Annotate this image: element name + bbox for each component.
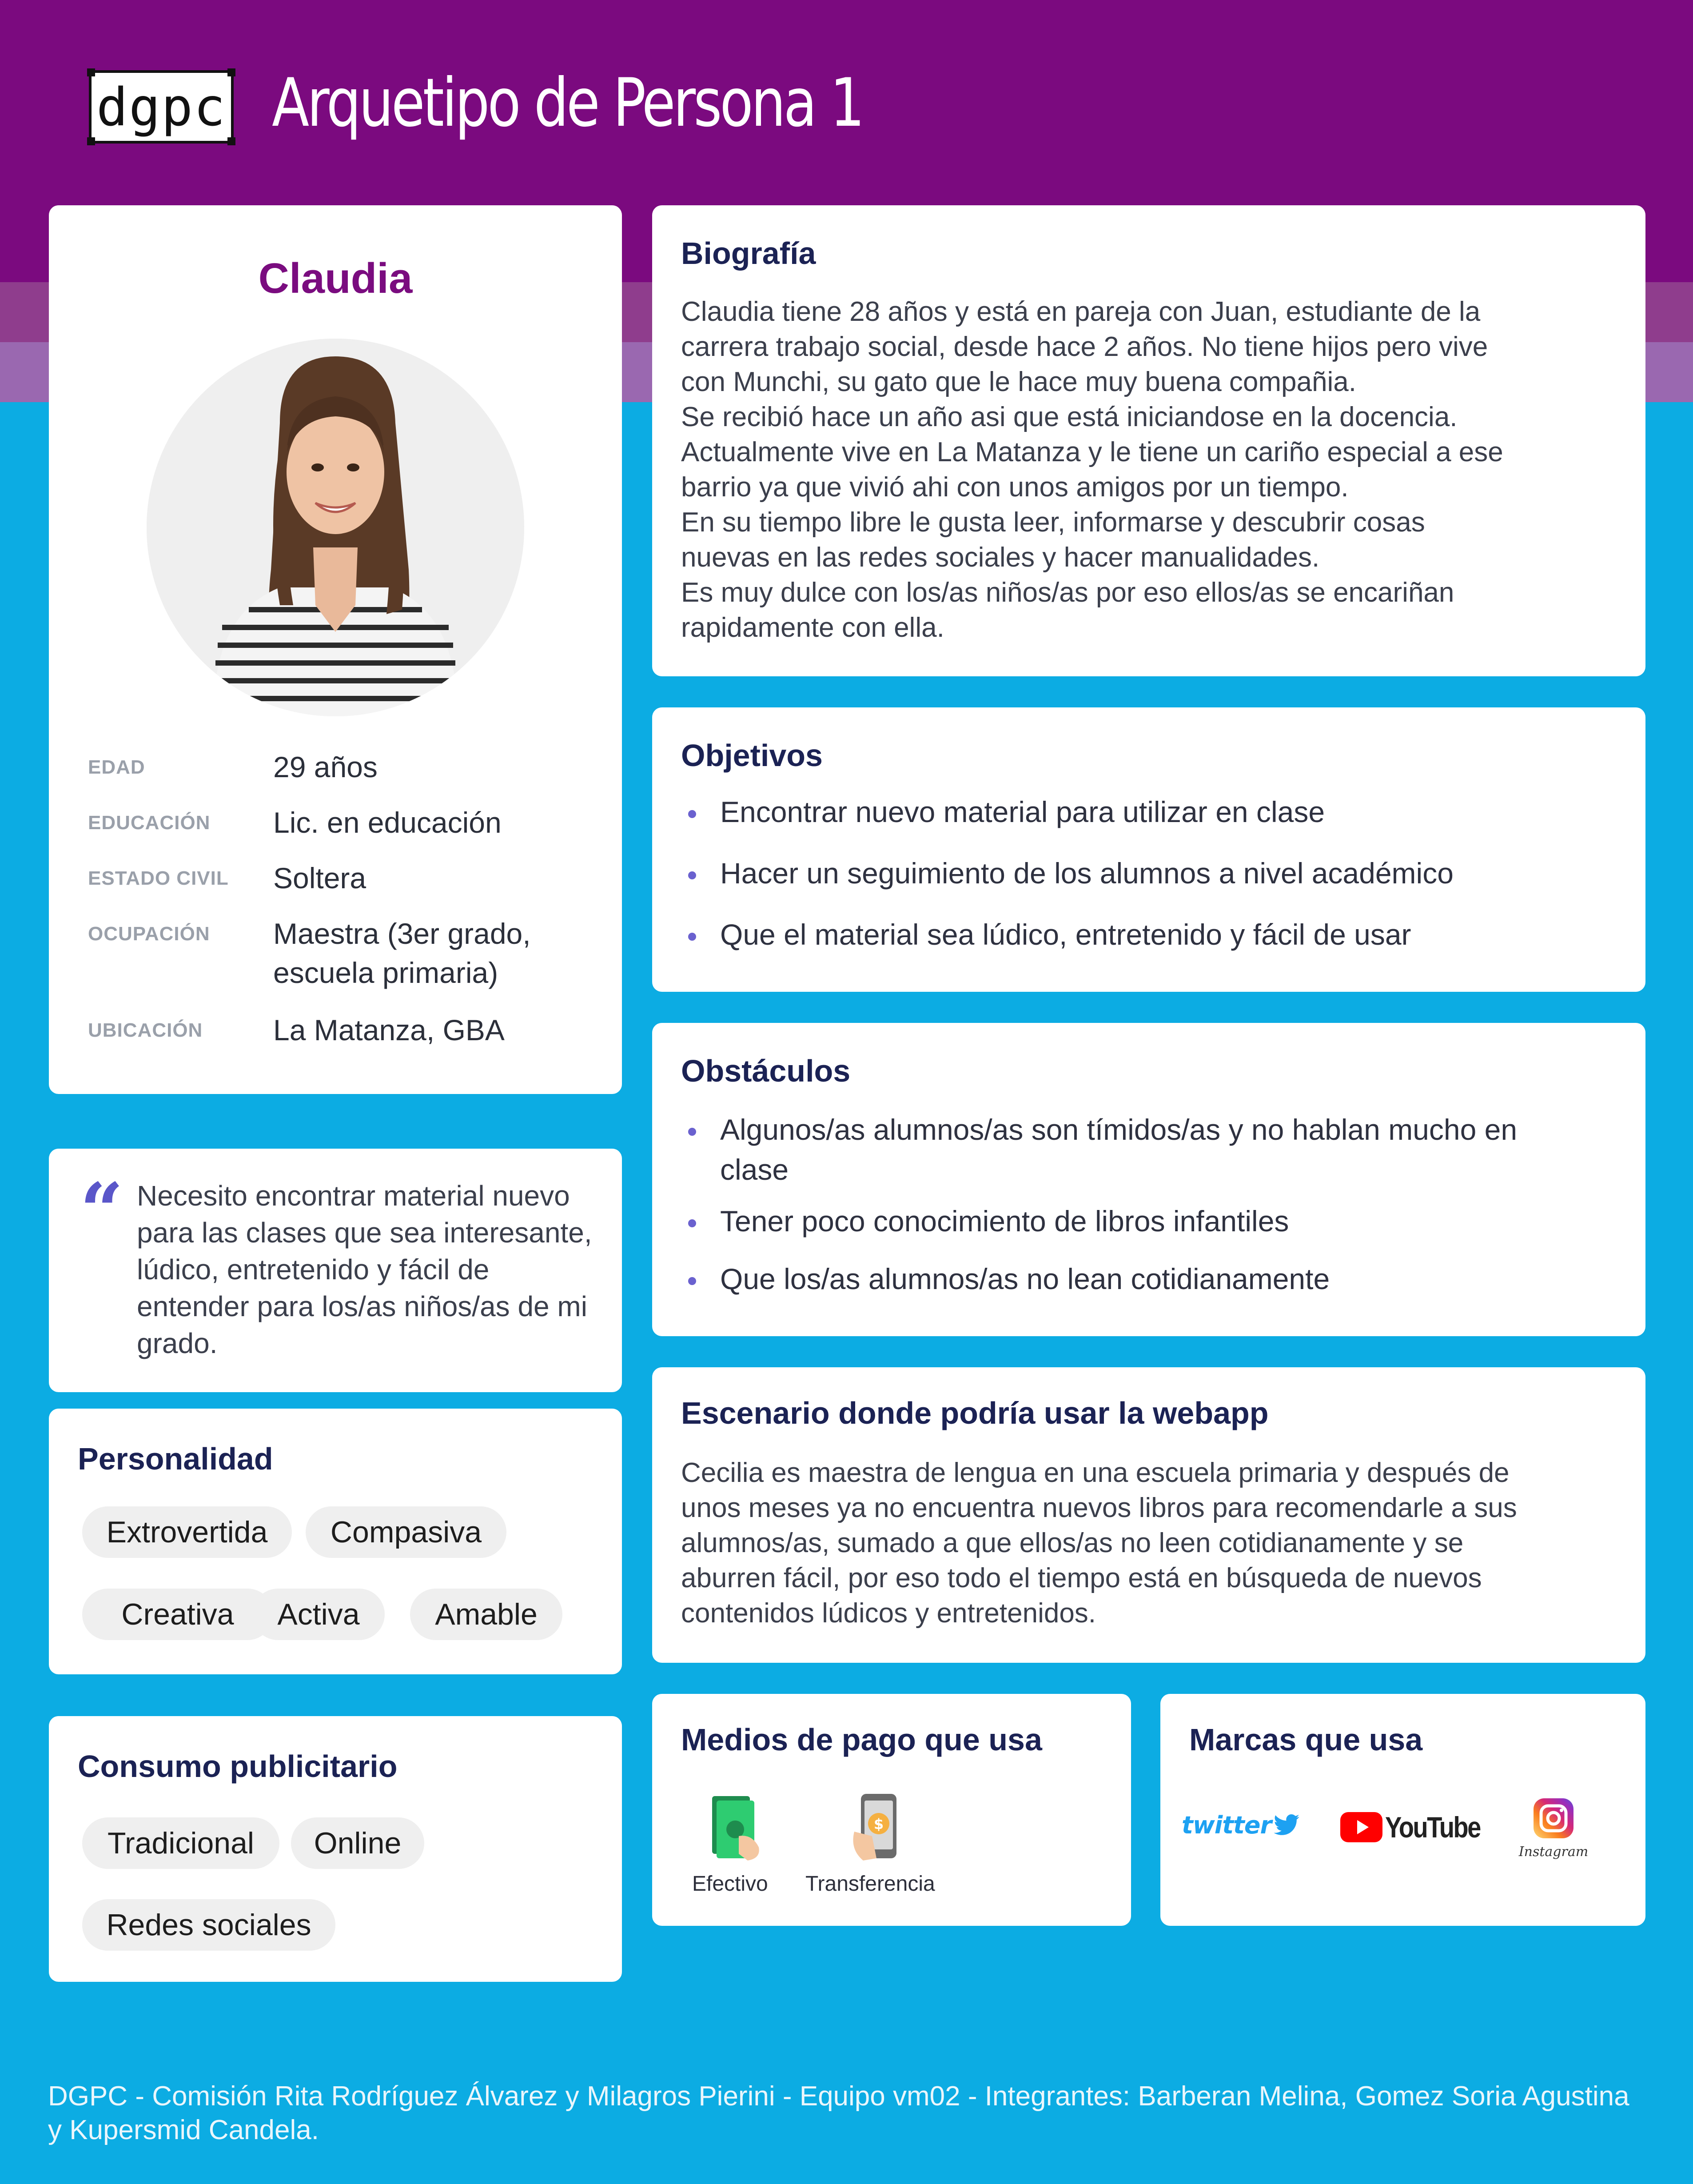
phone-payment-icon [845, 1792, 912, 1863]
biography-line: barrio ya que vivió ahi con unos amigos por un tiempo. [681, 472, 1349, 503]
ads-chip: Redes sociales [82, 1899, 335, 1951]
obstacles-list [681, 1110, 1561, 1299]
transfer-label: Transferencia [805, 1872, 935, 1896]
biography-line: Actualmente vive en La Matanza y le tiene un cariño especial a ese [681, 437, 1503, 467]
personality-chip: Compasiva [306, 1506, 506, 1558]
biography-card [652, 205, 1645, 676]
list-item: Que los/as alumnos/as no lean cotidianamente [681, 1259, 1561, 1299]
scenario-line: Cecilia es maestra de lengua en una escuela primaria y después de [681, 1457, 1510, 1488]
scenario-line: contenidos lúdicos y entretenidos. [681, 1598, 1096, 1629]
instagram-logo-text: Instagram [1518, 1844, 1589, 1860]
scenario-card [652, 1367, 1645, 1663]
occupation-label: OCUPACIÓN [88, 923, 210, 945]
personality-card [49, 1409, 622, 1674]
biography-line: Se recibió hace un año asi que está iniciandose en la docencia. [681, 402, 1458, 432]
education-label: EDUCACIÓN [88, 812, 211, 834]
biography-text [681, 294, 1623, 645]
scenario-title: Escenario donde podría usar la webapp [681, 1396, 1269, 1430]
civil-status-label: ESTADO CIVIL [88, 867, 229, 889]
twitter-logo-text: twitter [1182, 1811, 1272, 1839]
occupation-value: Maestra (3er grado, escuela primaria) [273, 917, 531, 989]
biography-line: rapidamente con ella. [681, 612, 944, 643]
brands-title: Marcas que usa [1189, 1722, 1423, 1757]
scenario-text [681, 1455, 1623, 1631]
person-photo [147, 339, 524, 716]
list-item: Hacer un seguimiento de los alumnos a nivel académico [681, 853, 1623, 893]
quote-icon: “ [80, 1166, 123, 1255]
twitter-logo-icon [1182, 1807, 1300, 1843]
personality-chip: Extrovertida [82, 1506, 292, 1558]
biography-line: Claudia tiene 28 años y está en pareja con Juan, estudiante de la [681, 296, 1481, 327]
objectives-list [681, 792, 1623, 954]
objectives-card [652, 707, 1645, 992]
list-item: Que el material sea lúdico, entretenido y fácil de usar [681, 914, 1623, 954]
age-label: EDAD [88, 756, 145, 778]
quote-text: Necesito encontrar material nuevo para las clases que sea interesante, lúdico, entretenido y fácil de entender para los/as niños/as de mi grado. [137, 1180, 592, 1359]
cash-icon [703, 1792, 770, 1863]
page-title: Arquetipo de Persona 1 [272, 64, 863, 142]
persona-name: Claudia [258, 255, 413, 302]
profile-card [49, 205, 622, 1094]
location-value: La Matanza, GBA [273, 1014, 505, 1046]
personality-title: Personalidad [78, 1441, 273, 1476]
obstacles-title: Obstáculos [681, 1054, 851, 1088]
ads-consumption-card [49, 1716, 622, 1982]
location-label: UBICACIÓN [88, 1019, 203, 1041]
ads-chip: Online [291, 1817, 424, 1869]
objectives-title: Objetivos [681, 738, 823, 773]
payments-card [652, 1694, 1131, 1926]
civil-status-value: Soltera [273, 862, 366, 894]
quote-card [49, 1149, 622, 1392]
list-item: Encontrar nuevo material para utilizar en clase [681, 792, 1623, 832]
scenario-line: unos meses ya no encuentra nuevos libros para recomendarle a sus [681, 1493, 1517, 1523]
youtube-logo-icon [1340, 1809, 1497, 1845]
ads-chip: Tradicional [82, 1817, 279, 1869]
logo-text: dgpc [96, 76, 227, 138]
biography-line: nuevas en las redes sociales y hacer manualidades. [681, 542, 1320, 573]
biography-line: En su tiempo libre le gusta leer, informarse y descubrir cosas [681, 507, 1425, 538]
obstacles-card [652, 1023, 1645, 1336]
cash-label: Efectivo [692, 1872, 768, 1896]
scenario-line: alumnos/as, sumado a que ellos/as no leen cotidianamente y se [681, 1528, 1464, 1558]
personality-chip: Activa [252, 1589, 385, 1640]
payments-title: Medios de pago que usa [681, 1722, 1042, 1757]
svg-text:$: $ [873, 1816, 884, 1833]
education-value: Lic. en educación [273, 806, 502, 839]
biography-line: carrera trabajo social, desde hace 2 años. No tiene hijos pero vive [681, 331, 1488, 362]
age-value: 29 años [273, 751, 378, 783]
brands-card [1160, 1694, 1645, 1926]
dgpc-logo [89, 70, 234, 144]
biography-line: Es muy dulce con los/as niños/as por eso ellos/as se encariñan [681, 577, 1454, 608]
biography-title: Biografía [681, 236, 816, 271]
scenario-line: aburren fácil, por eso todo el tiempo está en búsqueda de nuevos [681, 1563, 1482, 1593]
biography-line: con Munchi, su gato que le hace muy buena compañia. [681, 367, 1356, 397]
footer-credits: DGPC - Comisión Rita Rodríguez Álvarez y Milagros Pierini - Equipo vm02 - Integrantes: Barberan Melina, Gomez Soria Agustina y Kupersmid Candela. [48, 2081, 1629, 2145]
list-item: Tener poco conocimiento de libros infantiles [681, 1201, 1561, 1241]
instagram-logo-icon [1511, 1796, 1596, 1863]
personality-chip: Creativa [82, 1589, 273, 1640]
list-item: Algunos/as alumnos/as son tímidos/as y no hablan mucho en clase [681, 1110, 1561, 1190]
youtube-logo-text: YouTube [1385, 1811, 1480, 1844]
ads-title: Consumo publicitario [78, 1749, 398, 1784]
personality-chip: Amable [410, 1589, 562, 1640]
